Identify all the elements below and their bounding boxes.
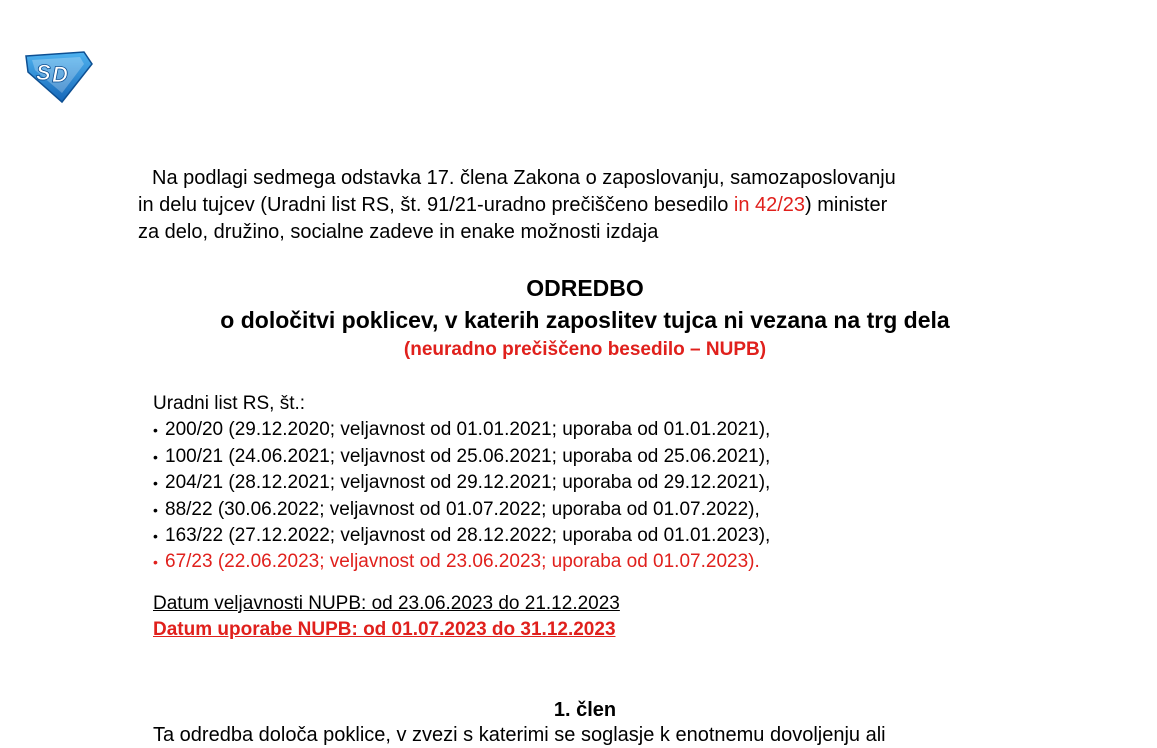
official-gazette-sources bbox=[153, 391, 770, 576]
intro-line-2-end: ) minister bbox=[805, 194, 888, 216]
list-item bbox=[153, 470, 770, 496]
source-entry: 67/23 (22.06.2023; veljavnost od 23.06.2023; uporaba od 01.07.2023). bbox=[165, 551, 760, 573]
list-item bbox=[153, 549, 770, 575]
list-item bbox=[153, 523, 770, 549]
list-item bbox=[153, 497, 770, 523]
nupb-dates bbox=[153, 591, 620, 643]
bullet-icon: • bbox=[153, 448, 158, 465]
intro-line-2 bbox=[138, 192, 1028, 219]
intro-line-2-text: in delu tujcev (Uradni list RS, št. 91/21-uradno prečiščeno besedilo bbox=[138, 194, 734, 216]
intro-paragraph bbox=[138, 165, 1028, 246]
validity-date: Datum veljavnosti NUPB: od 23.06.2023 do 21.12.2023 bbox=[153, 593, 620, 614]
application-date: Datum uporabe NUPB: od 01.07.2023 do 31.12.2023 bbox=[153, 619, 616, 640]
sources-label: Uradni list RS, št.: bbox=[153, 393, 306, 414]
bullet-icon: • bbox=[153, 554, 158, 571]
source-entry: 100/21 (24.06.2021; veljavnost od 25.06.2021; uporaba od 25.06.2021), bbox=[165, 445, 771, 467]
article-heading: 1. člen bbox=[553, 699, 617, 721]
article-text: Ta odredba določa poklice, v zvezi s katerimi se soglasje k enotnemu dovoljenju ali bbox=[153, 724, 886, 746]
logo bbox=[22, 48, 96, 104]
unofficial-text-note: (neuradno prečiščeno besedilo – NUPB) bbox=[403, 339, 767, 360]
svg-text:D: D bbox=[52, 62, 68, 87]
intro-line-3: za delo, družino, socialne zadeve in enake možnosti izdaja bbox=[138, 221, 659, 243]
list-item bbox=[153, 417, 770, 443]
source-entry: 88/22 (30.06.2022; veljavnost od 01.07.2022; uporaba od 01.07.2022), bbox=[165, 498, 760, 520]
intro-line-1: Na podlagi sedmega odstavka 17. člena Zakona o zaposlovanju, samozaposlovanju bbox=[152, 167, 896, 189]
sources-list bbox=[153, 417, 770, 575]
document-title: ODREDBO bbox=[526, 275, 644, 301]
document-subtitle: o določitvi poklicev, v katerih zaposlitev tujca ni vezana na trg dela bbox=[220, 307, 950, 333]
svg-text:S: S bbox=[36, 60, 51, 85]
source-entry: 204/21 (28.12.2021; veljavnost od 29.12.2021; uporaba od 29.12.2021), bbox=[165, 472, 771, 494]
bullet-icon: • bbox=[153, 528, 158, 545]
list-item bbox=[153, 444, 770, 470]
source-entry: 200/20 (29.12.2020; veljavnost od 01.01.2021; uporaba od 01.01.2021), bbox=[165, 419, 771, 441]
source-entry: 163/22 (27.12.2022; veljavnost od 28.12.2022; uporaba od 01.01.2023), bbox=[165, 525, 771, 547]
bullet-icon: • bbox=[153, 422, 158, 439]
bullet-icon: • bbox=[153, 475, 158, 492]
bullet-icon: • bbox=[153, 501, 158, 518]
amendment-reference: in 42/23 bbox=[733, 194, 806, 216]
shield-logo-icon bbox=[22, 48, 96, 104]
